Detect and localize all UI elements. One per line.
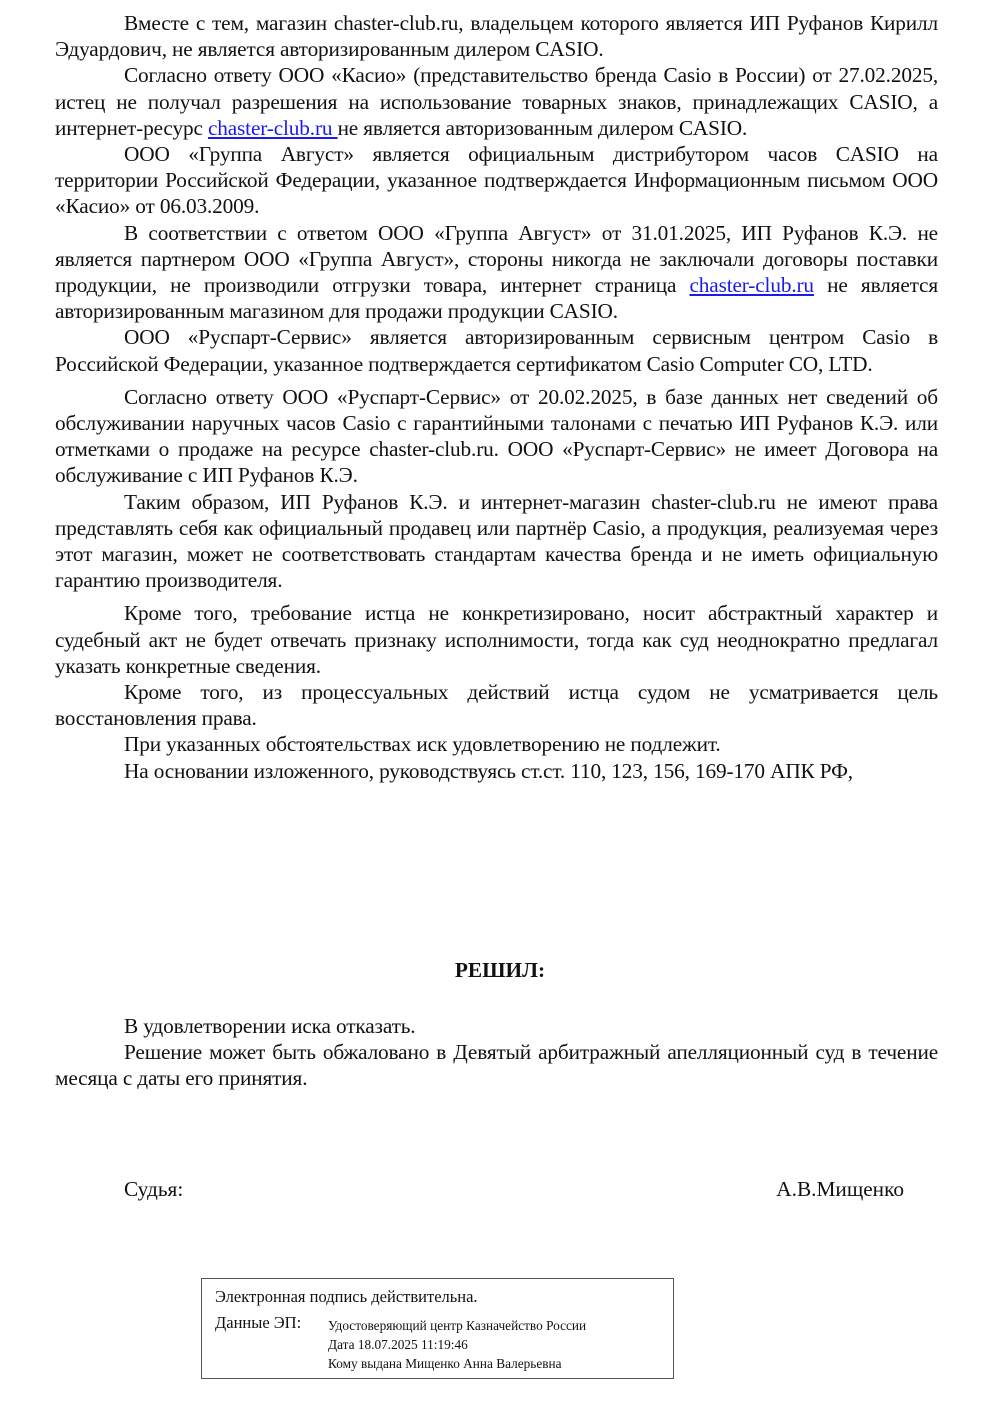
electronic-signature-box: [201, 1278, 674, 1379]
ep-issuer: Удостоверяющий центр Казначейство России: [328, 1318, 587, 1333]
ep-date: Дата 18.07.2025 11:19:46: [328, 1337, 468, 1352]
paragraph-text: не является авторизированным магазином для продажи продукции CASIO.: [55, 273, 938, 324]
paragraph: [55, 62, 938, 141]
paragraph: [55, 141, 938, 220]
paragraph: [55, 10, 938, 62]
judge-name: А.В.Мищенко: [776, 1177, 904, 1201]
ep-holder: Кому выдана Мищенко Анна Валерьевна: [328, 1356, 562, 1371]
ep-details: [328, 1316, 586, 1373]
decision-block: [55, 1013, 938, 1092]
paragraph-text: ООО «Группа Август» является официальным дистрибутором часов CASIO на территории Российской Федерации, указанное подтверждается Информационным письмом ООО «Касио» от 06.03.2009.: [55, 142, 938, 219]
paragraph-text: Согласно ответу ООО «Касио» (представительство бренда Casio в России) от 27.02.2025, истец не получал разрешения на использование товарных знаков, принадлежащих CASIO, а интернет-ресурс: [55, 63, 938, 140]
paragraph: [55, 384, 938, 489]
paragraph: [55, 679, 938, 731]
paragraph: [55, 600, 938, 679]
paragraph: [55, 489, 938, 594]
paragraph: [55, 758, 938, 784]
paragraph-text: Кроме того, из процессуальных действий истца судом не усматривается цель восстановления права.: [55, 680, 938, 731]
paragraph-text: Кроме того, требование истца не конкретизировано, носит абстрактный характер и судебный акт не будет отвечать признаку исполнимости, тогда как суд неоднократно предлагал указать конкретные сведения.: [55, 601, 938, 678]
ep-data-label: Данные ЭП:: [215, 1313, 302, 1332]
judge-label: Судья:: [124, 1177, 184, 1201]
ep-status: Электронная подпись действительна.: [215, 1287, 478, 1306]
chaster-club-link[interactable]: chaster-club.ru: [689, 273, 814, 298]
decision-heading: РЕШИЛ:: [454, 958, 546, 982]
decision-line: В удовлетворении иска отказать.: [124, 1014, 416, 1038]
paragraph-text: На основании изложенного, руководствуясь ст.ст. 110, 123, 156, 169-170 АПК РФ,: [124, 758, 853, 783]
paragraph-text: Вместе с тем, магазин chaster-club.ru, владельцем которого является ИП Руфанов Кирилл Эдуардович, не является авторизированным дилером CASIO.: [55, 11, 938, 62]
paragraph-text: Таким образом, ИП Руфанов К.Э. и интернет-магазин chaster-club.ru не имеют права представлять себя как официальный продавец или партнёр Casio, а продукция, реализуемая через этот магазин, может не соответствовать стандартам качества бренда и не иметь официальную гарантию производителя.: [55, 489, 938, 593]
paragraph-text: В соответствии с ответом ООО «Группа Август» от 31.01.2025, ИП Руфанов К.Э. не является партнером ООО «Группа Август», стороны никогда не заключали договоры поставки продукции, не производили отгрузки товара, интернет страница: [55, 220, 938, 298]
paragraph-text: ООО «Руспарт-Сервис» является авторизированным сервисным центром Casio в Российской Федерации, указанное подтверждается сертификатом Casio Computer CO, LTD.: [55, 325, 938, 376]
paragraph-text: не является авторизованным дилером CASIO.: [337, 115, 748, 140]
judge-signature-row: [124, 1177, 904, 1202]
paragraph: [55, 324, 938, 376]
paragraph-text: Согласно ответу ООО «Руспарт-Сервис» от 20.02.2025, в базе данных нет сведений об обслуживании наручных часов Casio с гарантийными талонами с печатью ИП Руфанов К.Э. или отметками о продаже на ресурсе chaster-club.ru. ООО «Руспарт-Сервис» не имеет Договора на обслуживание с ИП Руфанов К.Э.: [55, 384, 938, 488]
decision-line: Решение может быть обжаловано в Девятый арбитражный апелляционный суд в течение месяца с даты его принятия.: [55, 1040, 938, 1091]
paragraph-text: При указанных обстоятельствах иск удовлетворению не подлежит.: [124, 732, 721, 757]
paragraph: [55, 731, 938, 757]
paragraph: [55, 220, 938, 325]
document-body: [55, 10, 938, 784]
chaster-club-link[interactable]: chaster-club.ru: [207, 115, 338, 140]
